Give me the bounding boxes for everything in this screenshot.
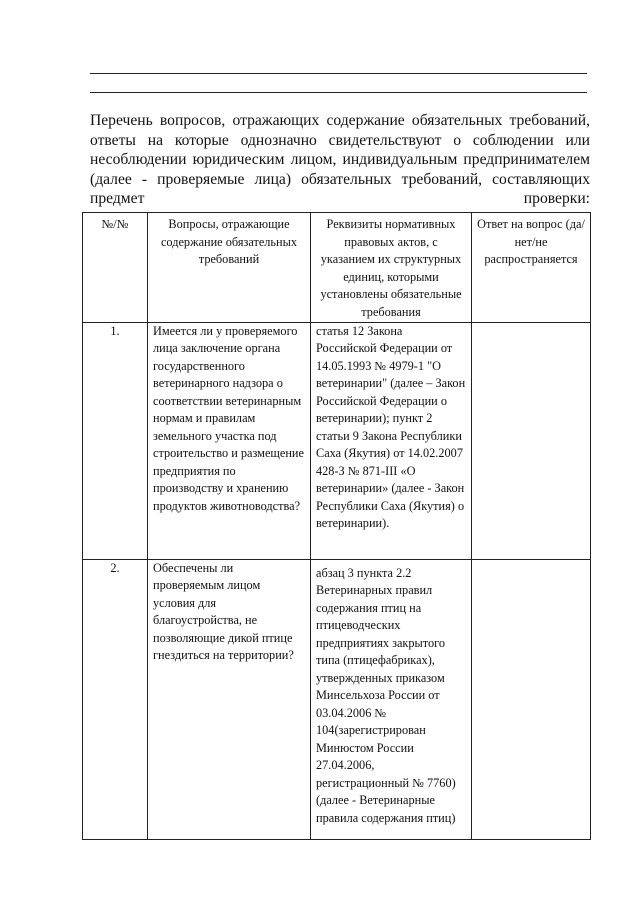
blank-line-1 [90,73,587,74]
row-requisites: абзац 3 пункта 2.2 Ветеринарных правил содержания птиц на птицеводческих предприятиях закрытого типа (птицефабриках), утвержденных приказом Минсельхоза России от 03.04.2006 № 104(зарегистрирован Минюстом России 27.04.2006, регистрационный № 7760) (далее - Ветеринарные правила содержания птиц) [311,559,472,839]
header-number: №/№ [83,213,148,323]
row-question: Имеется ли у проверяемого лица заключение органа государственного ветеринарного надзора о соответствии ветеринарным нормам и правилам земельного участка под строительство и размещение предприятия по производству и хранению продуктов животноводства? [148,322,311,559]
row-question: Обеспечены ли проверяемым лицом условия для благоустройства, не позволяющие дикой птице гнездиться на территории? [148,559,311,839]
header-requisites: Реквизиты нормативных правовых актов, с указанием их структурных единиц, которыми установлены обязательные требования [311,213,472,323]
table-row [83,559,591,839]
table-row [83,322,591,559]
intro-paragraph: Перечень вопросов, отражающих содержание обязательных требований, ответы на которые однозначно свидетельствуют о соблюдении или несоблюдении юридическим лицом, индивидуальным предпринимателем (далее - проверяемые лица) обязательных требований, составляющих предмет проверки: [90,112,590,208]
row-requisites: статья 12 Закона Российской Федерации от 14.05.1993 № 4979-1 "О ветеринарии" (далее – Закон Российской Федерации о ветеринарии); пункт 2 статьи 9 Закона Республики Саха (Якутия) от 14.02.2007 428-З № 871-III «О ветеринарии» (далее - Закон Республики Саха (Якутия) о ветеринарии). [311,322,472,559]
requirements-table [82,212,591,840]
row-answer [472,322,591,559]
row-number: 1. [83,322,148,559]
row-number: 2. [83,559,148,839]
table-header-row [83,213,591,323]
header-answer: Ответ на вопрос (да/нет/не распространяется [472,213,591,323]
header-questions: Вопросы, отражающие содержание обязательных требований [148,213,311,323]
row-answer [472,559,591,839]
blank-line-2 [90,92,587,93]
